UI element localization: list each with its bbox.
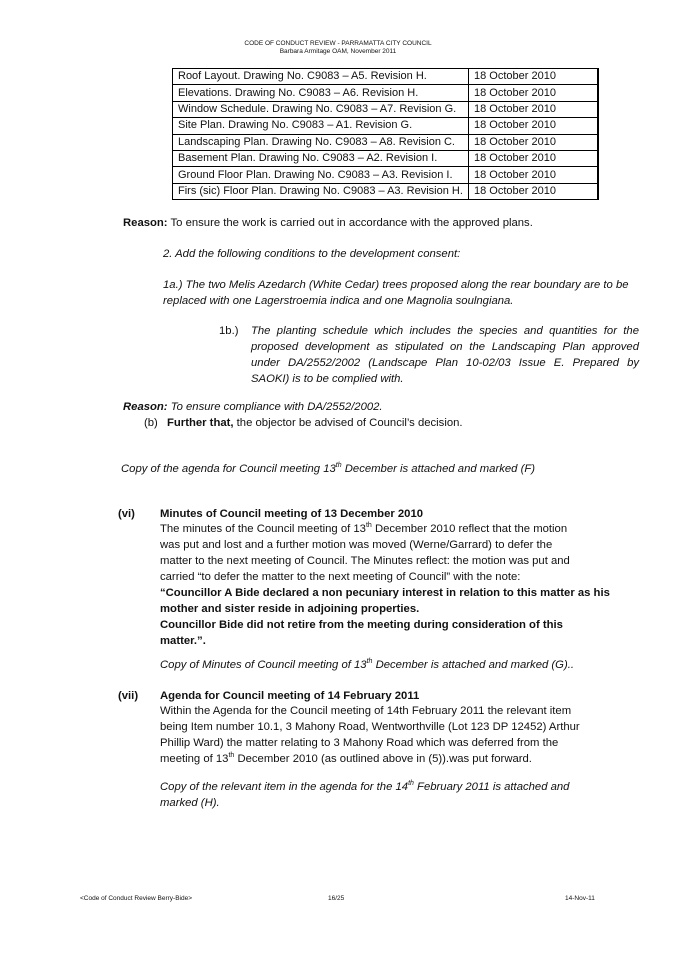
section-vii-line-2: being Item number 10.1, 3 Mahony Road, Wentworthville (Lot 123 DP 12452) Arthur — [160, 721, 580, 733]
item-b-number: (b) — [144, 417, 158, 429]
section-vi-line-1 — [160, 521, 610, 537]
item-b-rest: the objector be advised of Council’s decision. — [233, 417, 463, 429]
reason-text: To ensure compliance with DA/2552/2002. — [167, 401, 383, 413]
table-row — [173, 69, 599, 85]
date-cell: 18 October 2010 — [469, 69, 599, 85]
condition-1a: 1a.) The two Melis Azedarch (White Cedar) trees proposed along the rear boundary are to be replaced with one Lagerstroemia indica and one Magnolia soulngiana. — [163, 279, 629, 307]
section-vi-body — [160, 521, 610, 649]
section-vi-heading: Minutes of Council meeting of 13 December 2010 — [160, 508, 424, 520]
section-vii-heading: Agenda for Council meeting of 14 February 2011 — [160, 690, 420, 702]
date-cell: 18 October 2010 — [469, 150, 599, 166]
section-vii-number: (vii) — [118, 690, 139, 702]
item-b-bold: Further that, — [167, 417, 234, 429]
copy-f-pre: Copy of the agenda for Council meeting 13 — [121, 463, 336, 475]
date-cell: 18 October 2010 — [469, 183, 599, 199]
quote-line-1: “Councillor A Bide declared a non pecuniary interest in relation to this matter as his — [160, 587, 610, 599]
condition-1b-number: 1b.) — [219, 325, 239, 337]
section-vii-line-4 — [160, 751, 580, 767]
table-row — [173, 167, 599, 183]
table-row — [173, 134, 599, 150]
drawing-cell: Firs (sic) Floor Plan. Drawing No. C9083 – A3. Revision H. — [173, 183, 469, 199]
section-vii-body — [160, 703, 580, 767]
table-row — [173, 85, 599, 101]
page-header — [0, 40, 676, 56]
copy-agenda-h — [160, 779, 569, 811]
text-run: Copy of the relevant item in the agenda for the 14 — [160, 781, 409, 793]
footer-page-number: 16/25 — [328, 895, 345, 902]
text-run: February 2011 is attached and — [413, 781, 570, 793]
text-sup: th — [366, 658, 373, 666]
drawing-cell: Window Schedule. Drawing No. C9083 – A7. Revision G. — [173, 101, 469, 117]
section-vii-line-1: Within the Agenda for the Council meeting of 14th February 2011 the relevant item — [160, 705, 572, 717]
text-sup: th — [228, 752, 235, 760]
section-vii-line-3: Phillip Ward) the matter relating to 3 Mahony Road which was deferred from the — [160, 737, 559, 749]
table-row — [173, 101, 599, 117]
section-vi-line-3: matter to the next meeting of Council. The Minutes reflect: the motion was put and — [160, 555, 570, 567]
reason-compliance — [123, 399, 383, 415]
text-run: December is attached and marked (G).. — [372, 659, 574, 671]
quote-line-2: mother and sister reside in adjoining properties. — [160, 603, 420, 615]
footer-date: 14-Nov-11 — [565, 895, 595, 902]
copy-h-line-2: marked (H). — [160, 797, 220, 809]
date-cell: 18 October 2010 — [469, 134, 599, 150]
condition-1b-text: The planting schedule which includes the species and quantities for the proposed development as stipulated on the Landscaping Plan approved under DA/2552/2002 (Landscape Plan 10-02/03 Issue E. Prepared by SAOKI) is to be complied with. — [251, 325, 639, 385]
reason-label: Reason: — [123, 401, 168, 413]
condition-2: 2. Add the following conditions to the development consent: — [163, 248, 461, 260]
text-run: Copy of Minutes of Council meeting of 13 — [160, 659, 367, 671]
copy-agenda-f — [121, 461, 535, 477]
drawing-cell: Roof Layout. Drawing No. C9083 – A5. Revision H. — [173, 69, 469, 85]
item-b-text — [167, 415, 463, 431]
reason-approved-plans — [123, 215, 533, 231]
plans-table — [172, 68, 599, 200]
date-cell: 18 October 2010 — [469, 167, 599, 183]
table-row — [173, 118, 599, 134]
copy-f-post: December is attached and marked (F) — [341, 463, 536, 475]
text-sup: th — [408, 780, 414, 788]
text-run: meeting of 13 — [160, 753, 229, 765]
text-sup: th — [365, 522, 372, 530]
section-vi-line-2: was put and lost and a further motion was moved (Werne/Garrard) to defer the — [160, 539, 553, 551]
table-row — [173, 150, 599, 166]
drawing-cell: Landscaping Plan. Drawing No. C9083 – A8. Revision C. — [173, 134, 469, 150]
table-row — [173, 183, 599, 199]
date-cell: 18 October 2010 — [469, 118, 599, 134]
header-line-2: Barbara Armitage OAM, November 2011 — [279, 48, 397, 55]
reason-label: Reason: — [123, 217, 168, 229]
copy-f-sup: th — [335, 462, 342, 470]
header-line-1: CODE OF CONDUCT REVIEW - PARRAMATTA CITY COUNCIL — [244, 40, 432, 47]
text-run: The minutes of the Council meeting of 13 — [160, 523, 366, 535]
text-run: December 2010 reflect that the motion — [371, 523, 568, 535]
section-vi-line-4: carried “to defer the matter to the next meeting of Council” with the note: — [160, 571, 521, 583]
copy-h-line-1 — [160, 779, 569, 795]
quote-line-4: matter.”. — [160, 635, 206, 647]
section-vi-number: (vi) — [118, 508, 135, 520]
footer-left: <Code of Conduct Review Berry-Bide> — [80, 895, 193, 902]
drawing-cell: Ground Floor Plan. Drawing No. C9083 – A3. Revision I. — [173, 167, 469, 183]
quote-line-3: Councillor Bide did not retire from the meeting during consideration of this — [160, 619, 563, 631]
copy-minutes-g — [160, 657, 574, 673]
reason-text: To ensure the work is carried out in accordance with the approved plans. — [167, 217, 533, 229]
date-cell: 18 October 2010 — [469, 101, 599, 117]
drawing-cell: Site Plan. Drawing No. C9083 – A1. Revision G. — [173, 118, 469, 134]
date-cell: 18 October 2010 — [469, 85, 599, 101]
drawing-cell: Elevations. Drawing No. C9083 – A6. Revision H. — [173, 85, 469, 101]
text-run: December 2010 (as outlined above in (5)).was put forward. — [234, 753, 532, 765]
drawing-cell: Basement Plan. Drawing No. C9083 – A2. Revision I. — [173, 150, 469, 166]
